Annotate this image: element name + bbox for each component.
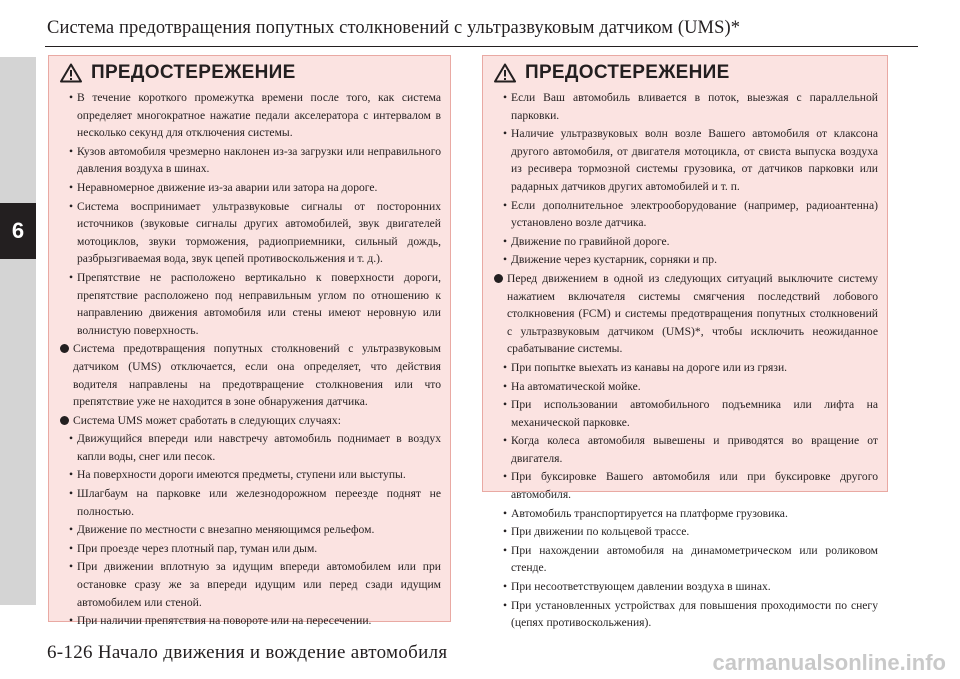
warning-list-left (58, 89, 441, 630)
warning-box-left (48, 55, 451, 628)
sub-bullet-item: • При движении по кольцевой трассе. (492, 523, 878, 541)
sub-bullet-item: • Движение по местности с внезапно меняющимся рельефом. (58, 521, 441, 539)
main-bullet-item: Система UMS может сработать в следующих случаях: (58, 412, 441, 430)
sub-bullet-item: • В течение короткого промежутка времени после того, как система определяет многократное нажатие педали акселератора с интервалом в несколько секунд для отключения системы. (58, 89, 441, 142)
sub-bullet-item: • При несоответствующем давлении воздуха в шинах. (492, 578, 878, 596)
sub-bullet-item: • Кузов автомобиля чрезмерно наклонен из-за загрузки или неправильного давления воздуха в шинах. (58, 143, 441, 178)
sub-bullet-item: • Система воспринимает ультразвуковые сигналы от посторонних источников (звуковые сигналы других автомобилей, звук двигателей мотоциклов, звуки торможения, радиоприемники, сильный дождь, разбрызгиваемая вода, звук цепей противоскольжения и т. д.). (58, 198, 441, 268)
main-bullet-item: Система предотвращения попутных столкновений с ультразвуковым датчиком (UMS) отключается, если она определяет, что действия водителя направлены на предотвращение столкновения или что препятствие уже не находится в зоне обнаружения датчика. (58, 340, 441, 410)
sub-bullet-item: • При нахождении автомобиля на динамометрическом или роликовом стенде. (492, 542, 878, 577)
chapter-sidebar (0, 57, 36, 605)
warning-box-right-header (494, 60, 878, 86)
sub-bullet-item: • Шлагбаум на парковке или железнодорожном переезде поднят не полностью. (58, 485, 441, 520)
warning-box-left-title: ПРЕДОСТЕРЕЖЕНИЕ (91, 62, 296, 84)
sub-bullet-item: • На автоматической мойке. (492, 378, 878, 396)
sub-bullet-item: • При наличии препятствия на повороте или на пересечении. (58, 612, 441, 630)
sub-bullet-item: • Если Ваш автомобиль вливается в поток, выезжая с параллельной парковки. (492, 89, 878, 124)
sub-bullet-item: • Движущийся впереди или навстречу автомобиль поднимает в воздух капли воды, снег или песок. (58, 430, 441, 465)
chapter-tab: 6 (0, 203, 36, 259)
sub-bullet-item: • Движение по гравийной дороге. (492, 233, 878, 251)
warning-box-right (482, 55, 888, 630)
sub-bullet-item: • При установленных устройствах для повышения проходимости по снегу (цепях противоскольжения). (492, 597, 878, 632)
sub-bullet-item: • При буксировке Вашего автомобиля или при буксировке другого автомобиля. (492, 468, 878, 503)
warning-triangle-icon (494, 63, 516, 83)
sub-bullet-item: • При попытке выехать из канавы на дороге или из грязи. (492, 359, 878, 377)
sub-bullet-item: • При проезде через плотный пар, туман или дым. (58, 540, 441, 558)
sub-bullet-item: • Когда колеса автомобиля вывешены и приводятся во вращение от двигателя. (492, 432, 878, 467)
warning-list-right (492, 89, 878, 632)
header-divider (45, 46, 918, 47)
sub-bullet-item: • При движении вплотную за идущим впереди автомобилем или при остановке сразу же за впереди идущим или перед сзади идущим автомобилем или стеной. (58, 558, 441, 611)
sub-bullet-item: • Автомобиль транспортируется на платформе грузовика. (492, 505, 878, 523)
main-bullet-item: Перед движением в одной из следующих ситуаций выключите систему нажатием включателя системы смягчения последствий лобового столкновения (FCM) и системы предотвращения попутных столкновений с ультразвуковым датчиком (UMS)*, чтобы исключить неожиданное срабатывание системы. (492, 270, 878, 358)
sub-bullet-item: • Если дополнительное электрооборудование (например, радиоантенна) установлено возле датчика. (492, 197, 878, 232)
page-number-footer: 6-126 Начало движения и вождение автомобиля (47, 642, 448, 663)
sub-bullet-item: • На поверхности дороги имеются предметы, ступени или выступы. (58, 466, 441, 484)
warning-box-left-header (60, 60, 441, 86)
sub-bullet-item: • При использовании автомобильного подъемника или лифта на механической парковке. (492, 396, 878, 431)
page-header-title: Система предотвращения попутных столкновений с ультразвуковым датчиком (UMS)* (47, 18, 741, 38)
sub-bullet-item: • Неравномерное движение из-за аварии или затора на дороге. (58, 179, 441, 197)
sub-bullet-item: • Наличие ультразвуковых волн возле Вашего автомобиля от клаксона другого автомобиля, от двигателя мотоцикла, от свиста выпуска воздуха из ресивера тормозной системы грузовика, от датчиков парковки или радарных датчиков других автомобилей и т. п. (492, 125, 878, 195)
sub-bullet-item: • Препятствие не расположено вертикально к поверхности дороги, препятствие расположено под неправильным углом по отношению к направлению движения автомобиля или стены имеют неровную или волнистую поверхность. (58, 269, 441, 339)
warning-triangle-icon (60, 63, 82, 83)
watermark: carmanualsonline.info (712, 650, 946, 675)
sub-bullet-item: • Движение через кустарник, сорняки и пр. (492, 251, 878, 269)
warning-box-right-title: ПРЕДОСТЕРЕЖЕНИЕ (525, 62, 730, 84)
